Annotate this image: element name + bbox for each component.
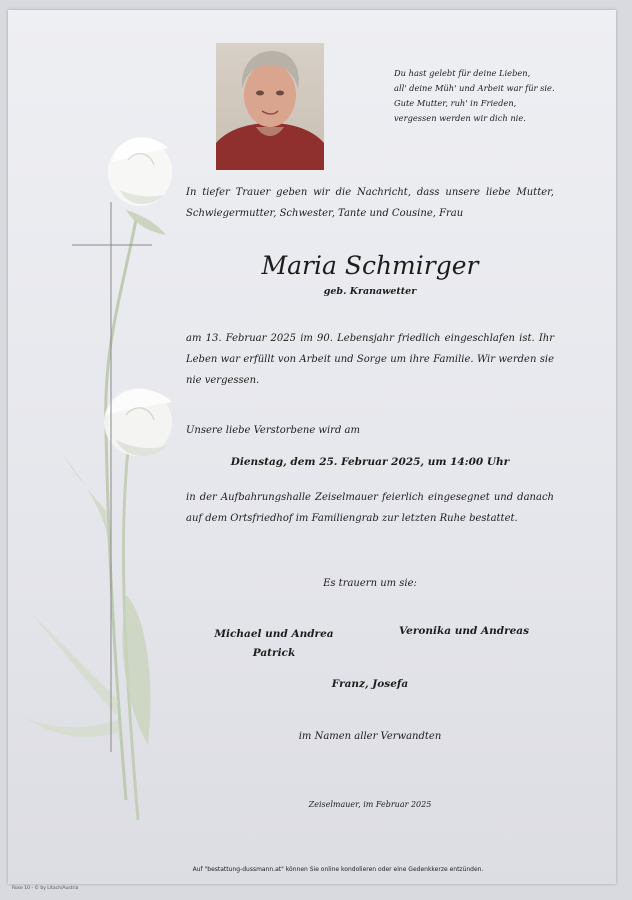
mourner-group-2: Veronika und Andreas [398,625,530,637]
poem-line: all' deine Müh' und Arbeit war für sie. [394,83,555,93]
obituary-card [8,10,616,884]
poem [394,66,594,126]
mourner-name: Michael und Andrea [214,628,334,640]
mourner-name: Patrick [252,647,296,659]
portrait-photo [216,43,324,170]
deceased-name: Maria Schmirger [261,251,479,280]
mourners-heading: Es trauern um sie: [323,578,417,589]
mourner-group-3: Franz, Josefa [331,678,409,690]
mourner-group-1 [204,625,344,663]
funeral-lead-text: Unsere liebe Verstorbene wird am [186,425,360,436]
portrait-figure [216,43,324,170]
birth-name: geb. Kranawetter [323,286,417,297]
ceremony-text: in der Aufbahrungshalle Zeiselmauer feierlich eingesegnet und danach auf dem Ortsfriedhof im Familiengrab zur letzten Ruhe bestattet. [186,492,554,524]
place-date: Zeiselmauer, im Februar 2025 [308,800,432,809]
death-announcement: am 13. Februar 2025 im 90. Lebensjahr friedlich eingeschlafen ist. Ihr Leben war erfüllt von Arbeit und Sorge um ihre Familie. Wir werden sie nie vergessen. [186,333,554,386]
copyright-note: Rose 10 - © by Litach/Austria [12,886,79,891]
funeral-date: Dienstag, dem 25. Februar 2025, um 14:00 Uhr [230,456,510,468]
poem-line: Du hast gelebt für deine Lieben, [394,68,531,78]
intro-text: In tiefer Trauer geben wir die Nachricht, dass unsere liebe Mutter, Schwiegermutter, Schwester, Tante und Cousine, Frau [186,187,554,219]
footer-note: Auf "bestattung-dussmann.at" können Sie online kondolieren oder eine Gedenkkerze entzünden. [192,866,484,873]
poem-line: Gute Mutter, ruh' in Frieden, [394,98,517,108]
poem-line: vergessen werden wir dich nie. [394,113,526,123]
relatives-line: im Namen aller Verwandten [298,731,442,742]
